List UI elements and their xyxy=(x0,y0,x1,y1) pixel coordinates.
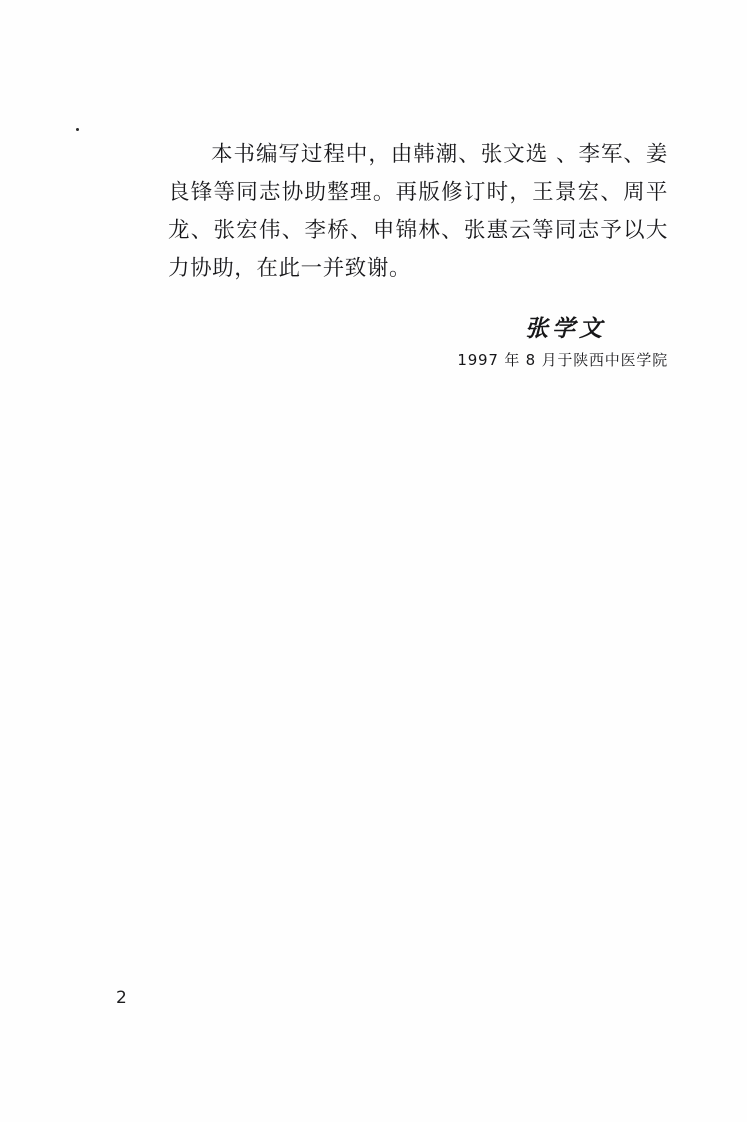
author-signature: 张学文 xyxy=(525,315,606,342)
stray-ink-dot xyxy=(76,128,79,131)
page-number: 2 xyxy=(116,988,127,1008)
body-text-block xyxy=(168,136,668,288)
signature-block xyxy=(168,310,668,370)
acknowledgement-paragraph: 本书编写过程中，由韩潮、张文选 、李军、姜良锋等同志协助整理。再版修订时，王景宏、周平龙、张宏伟、李桥、申锦林、张惠云等同志予以大力协助，在此一并致谢。 xyxy=(168,142,668,281)
signature-date-line: 1997 年 8 月于陕西中医学院 xyxy=(457,351,668,369)
